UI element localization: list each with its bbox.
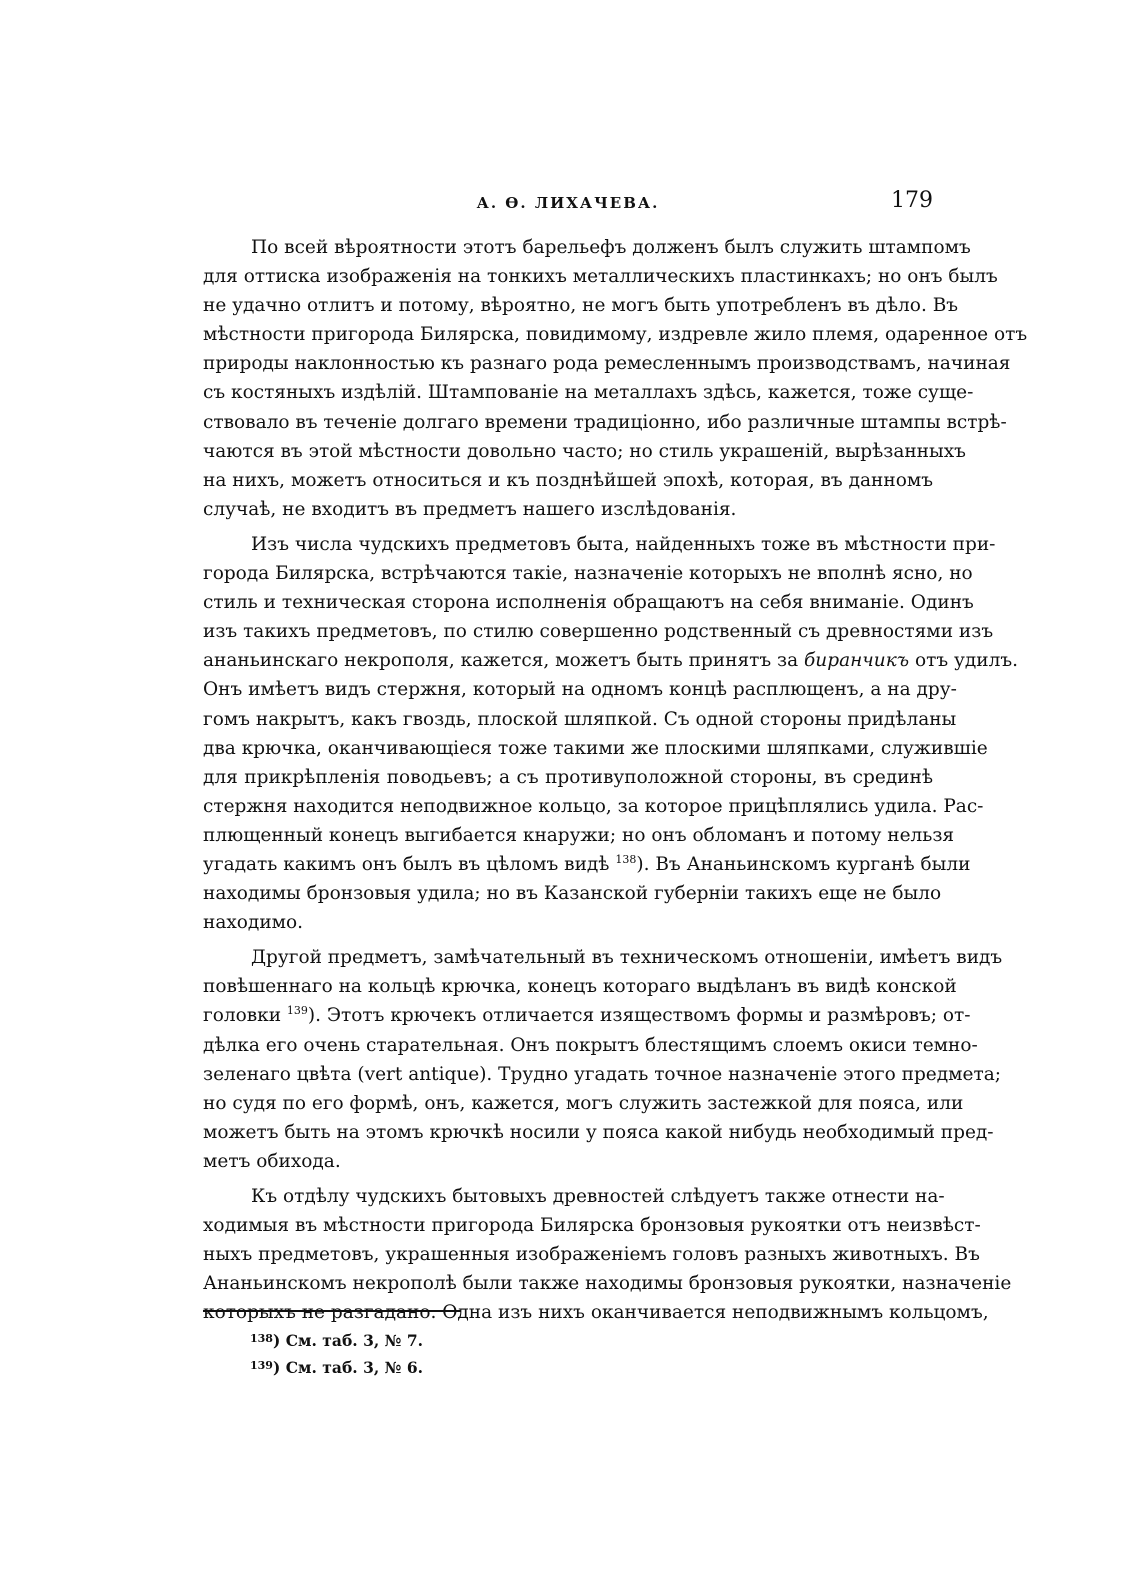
text-segment: головки — [203, 1005, 282, 1027]
footnote-text: ) См. таб. 3, № 7. — [272, 1331, 424, 1350]
text-line: природы наклонностью къ разнаго рода ремесленнымъ производствамъ, начиная — [203, 353, 1011, 375]
text-segment: ). Этотъ крючекъ отличается изяществомъ формы и размѣровъ; от- — [307, 1005, 971, 1027]
footnote-item — [250, 1353, 423, 1380]
text-line: для прикрѣпленія поводьевъ; а съ противуположной стороны, въ срединѣ — [203, 766, 933, 788]
page-number: 179 — [891, 188, 933, 213]
text-line: плющенный конецъ выгибается кнаружи; но онъ обломанъ и потому нельзя — [203, 824, 955, 846]
text-line: дѣлка его очень старательная. Онъ покрытъ блестящимъ слоемъ окиси темно- — [203, 1034, 978, 1056]
text-line: Онъ имѣетъ видъ стержня, который на одномъ концѣ расплющенъ, а на дру- — [203, 679, 957, 701]
text-line: два крючка, оканчивающіеся тоже такими же плоскими шляпками, служившіе — [203, 737, 988, 759]
text-segment: ананьинскаго некрополя, кажется, можетъ быть принятъ за — [203, 650, 799, 672]
text-line: находимы бронзовыя удила; но въ Казанской губерніи такихъ еще не было — [203, 883, 942, 905]
footnote-reference: 138 — [615, 852, 637, 866]
footnotes — [250, 1326, 423, 1380]
footnote-mark: 138 — [250, 1332, 273, 1345]
text-line: ствовало въ теченіе долгаго времени традиціонно, ибо различные штампы встрѣ- — [203, 411, 1007, 433]
text-segment: угадать какимъ онъ былъ въ цѣломъ видѣ — [203, 853, 610, 875]
text-line: чаются въ этой мѣстности довольно часто; но стиль украшеній, вырѣзанныхъ — [203, 440, 966, 462]
text-line: зеленаго цвѣта (vert antique). Трудно угадать точное назначеніе этого предмета; — [203, 1063, 1001, 1085]
footnote-item — [250, 1326, 423, 1353]
text-line: ныхъ предметовъ, украшенныя изображеніемъ головъ разныхъ животныхъ. Въ — [203, 1244, 980, 1266]
text-line: находимо. — [203, 912, 304, 934]
text-line: По всей вѣроятности этотъ барельефъ долженъ былъ служить штампомъ — [251, 237, 971, 258]
footnote-text: ) См. таб. 3, № 6. — [272, 1358, 424, 1377]
body-text — [203, 233, 1028, 1327]
text-line: Другой предметъ, замѣчательный въ техническомъ отношеніи, имѣетъ видъ — [251, 947, 1003, 969]
text-line: которыхъ не разгадано. Одна изъ нихъ оканчивается неподвижнымъ кольцомъ, — [203, 1302, 989, 1324]
text-segment: ). Въ Ананьинскомъ курганѣ были — [636, 853, 971, 875]
footnote-divider — [203, 1310, 461, 1312]
text-line — [203, 850, 971, 879]
text-line: стержня находится неподвижное кольцо, за которое прицѣплялись удила. Рас- — [203, 795, 984, 817]
text-line: гомъ накрытъ, какъ гвоздь, плоской шляпкой. Съ одной стороны придѣланы — [203, 708, 957, 730]
text-line: метъ обихода. — [203, 1150, 341, 1172]
text-line: для оттиска изображенія на тонкихъ металлическихъ пластинкахъ; но онъ былъ — [203, 266, 998, 288]
text-line: Къ отдѣлу чудскихъ бытовыхъ древностей слѣдуетъ также отнести на- — [251, 1186, 945, 1207]
text-line: стиль и техническая сторона исполненія обращаютъ на себя вниманіе. Одинъ — [203, 592, 974, 614]
text-line — [203, 646, 1019, 675]
footnote-reference: 139 — [286, 1004, 308, 1018]
text-line: не удачно отлитъ и потому, вѣроятно, не могъ быть употребленъ въ дѣло. Въ — [203, 295, 959, 317]
text-segment: отъ удилъ. — [914, 650, 1019, 672]
text-line: можетъ быть на этомъ крючкѣ носили у пояса какой нибудь необходимый пред- — [203, 1121, 994, 1143]
running-title: А. Ѳ. ЛИХАЧЕВА. — [476, 194, 660, 212]
text-line: но судя по его формѣ, онъ, кажется, могъ служить застежкой для пояса, или — [203, 1092, 964, 1114]
text-line: изъ такихъ предметовъ, по стилю совершенно родственный съ древностями изъ — [203, 621, 994, 643]
text-line: города Билярска, встрѣчаются такіе, назначеніе которыхъ не вполнѣ ясно, но — [203, 563, 973, 585]
text-line: ходимыя въ мѣстности пригорода Билярска бронзовыя рукоятки отъ неизвѣст- — [203, 1215, 981, 1237]
italic-term: биранчикъ — [804, 650, 910, 672]
text-line: съ костяныхъ издѣлій. Штампованіе на металлахъ здѣсь, кажется, тоже суще- — [203, 382, 974, 404]
footnote-mark: 139 — [250, 1359, 273, 1372]
text-line: мѣстности пригорода Билярска, повидимому, издревле жило племя, одаренное отъ — [203, 324, 1028, 346]
text-line: Изъ числа чудскихъ предметовъ быта, найденныхъ тоже въ мѣстности при- — [251, 533, 996, 555]
text-line — [203, 1001, 971, 1030]
text-line: случаѣ, не входитъ въ предметъ нашего изслѣдованія. — [203, 498, 737, 520]
text-line: Ананьинскомъ некрополѣ были также находимы бронзовыя рукоятки, назначеніе — [203, 1273, 1012, 1295]
text-line: повѣшеннаго на кольцѣ крючка, конецъ котораго выдѣланъ въ видѣ конской — [203, 976, 957, 998]
text-line: на нихъ, можетъ относиться и къ позднѣйшей эпохѣ, которая, въ данномъ — [203, 469, 933, 491]
running-head — [203, 188, 933, 220]
